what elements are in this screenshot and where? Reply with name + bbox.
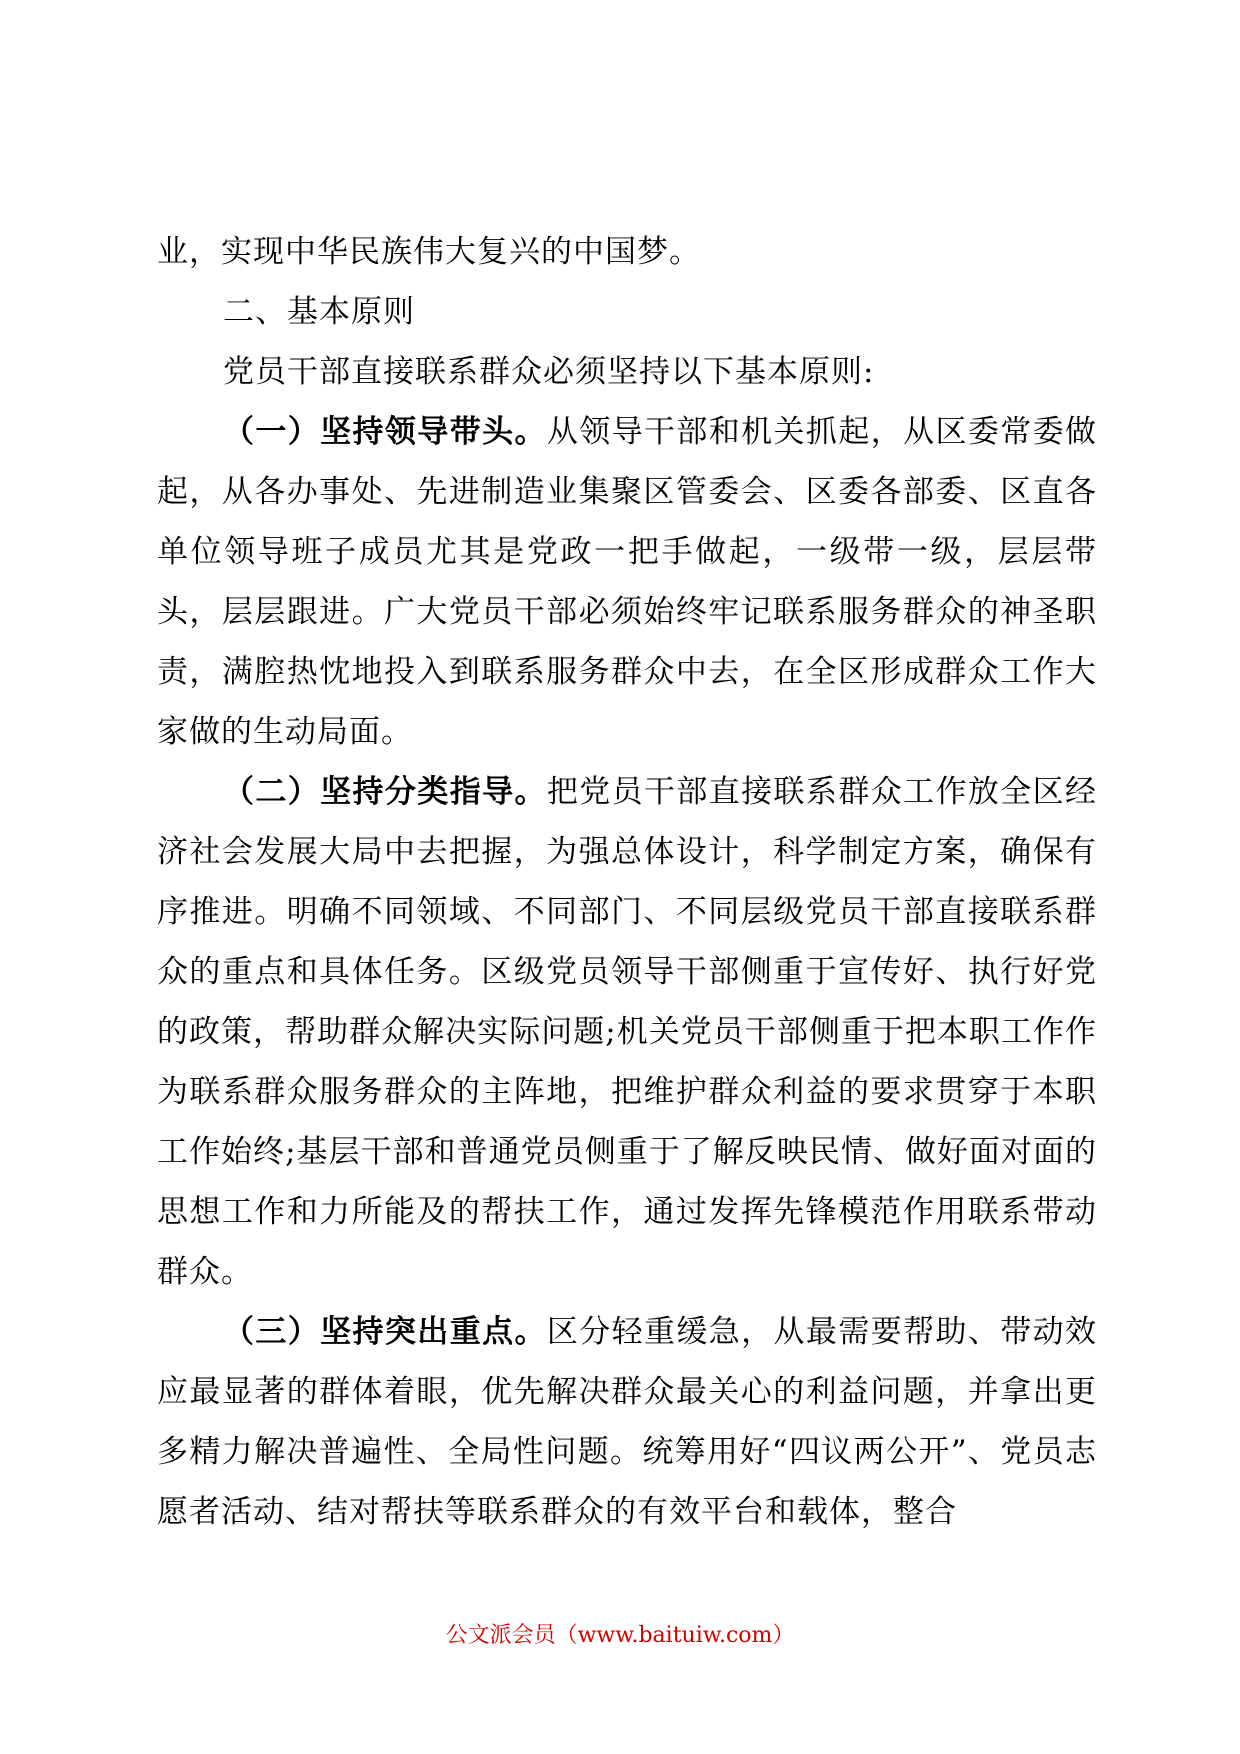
principle-lead: （一）坚持领导带头。 [223,414,547,450]
footer-watermark: 公文派会员（www.baituiw.com） [445,1623,795,1648]
intro-paragraph: 党员干部直接联系群众必须坚持以下基本原则: [223,354,875,390]
principle-paragraph-1 [157,402,1097,762]
principle-lead: （二）坚持分类指导。 [223,774,547,810]
principle-paragraph-2 [157,762,1097,1302]
document-body [157,222,1097,1542]
section-heading: 二、基本原则 [223,294,415,330]
principle-lead: （三）坚持突出重点。 [223,1314,547,1350]
continuation-paragraph: 业，实现中华民族伟大复兴的中国梦。 [157,234,701,270]
principle-text: 区分轻重缓急，从最需要帮助、带动效应最显著的群体着眼，优先解决群众最关心的利益问题，并拿出更多精力解决普遍性、全局性问题。统筹用好“四议两公开”、党员志愿者活动、结对帮扶等联系群众的有效平台和载体，整合 [157,1314,1098,1530]
principle-text: 把党员干部直接联系群众工作放全区经济社会发展大局中去把握，为强总体设计，科学制定方案，确保有序推进。明确不同领域、不同部门、不同层级党员干部直接联系群众的重点和具体任务。区级党员领导干部侧重于宣传好、执行好党的政策，帮助群众解决实际问题;机关党员干部侧重于把本职工作作为联系群众服务群众的主阵地，把维护群众利益的要求贯穿于本职工作始终;基层干部和普通党员侧重于了解反映民情、做好面对面的思想工作和力所能及的帮扶工作，通过发挥先锋模范作用联系带动群众。 [157,774,1098,1290]
principle-paragraph-3 [157,1302,1097,1542]
principle-text: 从领导干部和机关抓起，从区委常委做起，从各办事处、先进制造业集聚区管委会、区委各部委、区直各单位领导班子成员尤其是党政一把手做起，一级带一级，层层带头，层层跟进。广大党员干部必须始终牢记联系服务群众的神圣职责，满腔热忱地投入到联系服务群众中去，在全区形成群众工作大家做的生动局面。 [157,414,1098,750]
